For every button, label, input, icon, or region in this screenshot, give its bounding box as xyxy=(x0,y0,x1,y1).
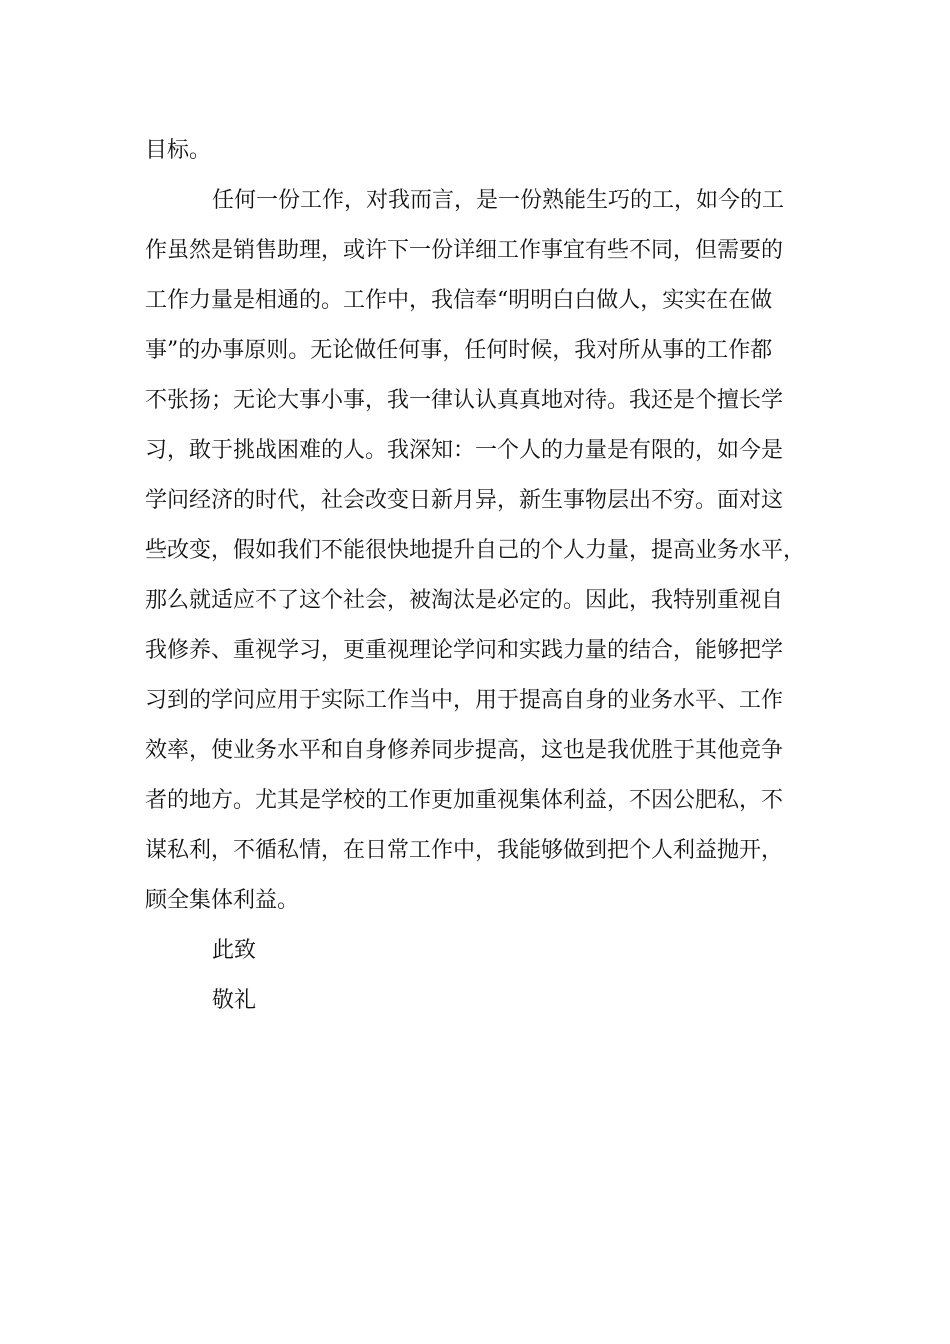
text-line: 学问经济的时代，社会改变日新月异，新生事物层出不穷。面对这 xyxy=(145,488,784,513)
text-line: 者的地方。尤其是学校的工作更加重视集体利益，不因公肥私，不 xyxy=(145,788,784,813)
text-line: 些改变，假如我们不能很快地提升自己的个人力量，提高业务水平， xyxy=(145,538,806,563)
text-line: 目标。 xyxy=(145,138,212,163)
text-line: 习，敢于挑战困难的人。我深知：一个人的力量是有限的，如今是 xyxy=(145,438,784,463)
text-line: 那么就适应不了这个社会，被淘汰是必定的。因此，我特别重视自 xyxy=(145,588,784,613)
paragraph-first-line: 任何一份工作，对我而言，是一份熟能生巧的工，如今的工 xyxy=(212,188,785,213)
salutation-text: 敬礼 xyxy=(212,988,257,1013)
text-line: 我修养、重视学习，更重视理论学问和实践力量的结合，能够把学 xyxy=(145,638,784,663)
text-line: 谋私利，不循私情，在日常工作中，我能够做到把个人利益抛开， xyxy=(145,838,784,863)
text-line: 作虽然是销售助理，或许下一份详细工作事宜有些不同，但需要的 xyxy=(145,238,784,263)
text-line: 顾全集体利益。 xyxy=(145,888,300,913)
text-line: 工作力量是相通的。工作中，我信奉“明明白白做人，实实在在做 xyxy=(145,288,773,313)
text-line: 事”的办事原则。无论做任何事，任何时候，我对所从事的工作都 xyxy=(145,338,773,363)
closing-text: 此致 xyxy=(212,938,257,963)
text-line: 习到的学问应用于实际工作当中，用于提高自身的业务水平、工作 xyxy=(145,688,784,713)
text-line: 不张扬；无论大事小事，我一律认认真真地对待。我还是个擅长学 xyxy=(145,388,784,413)
text-line: 效率，使业务水平和自身修养同步提高，这也是我优胜于其他竞争 xyxy=(145,738,784,763)
